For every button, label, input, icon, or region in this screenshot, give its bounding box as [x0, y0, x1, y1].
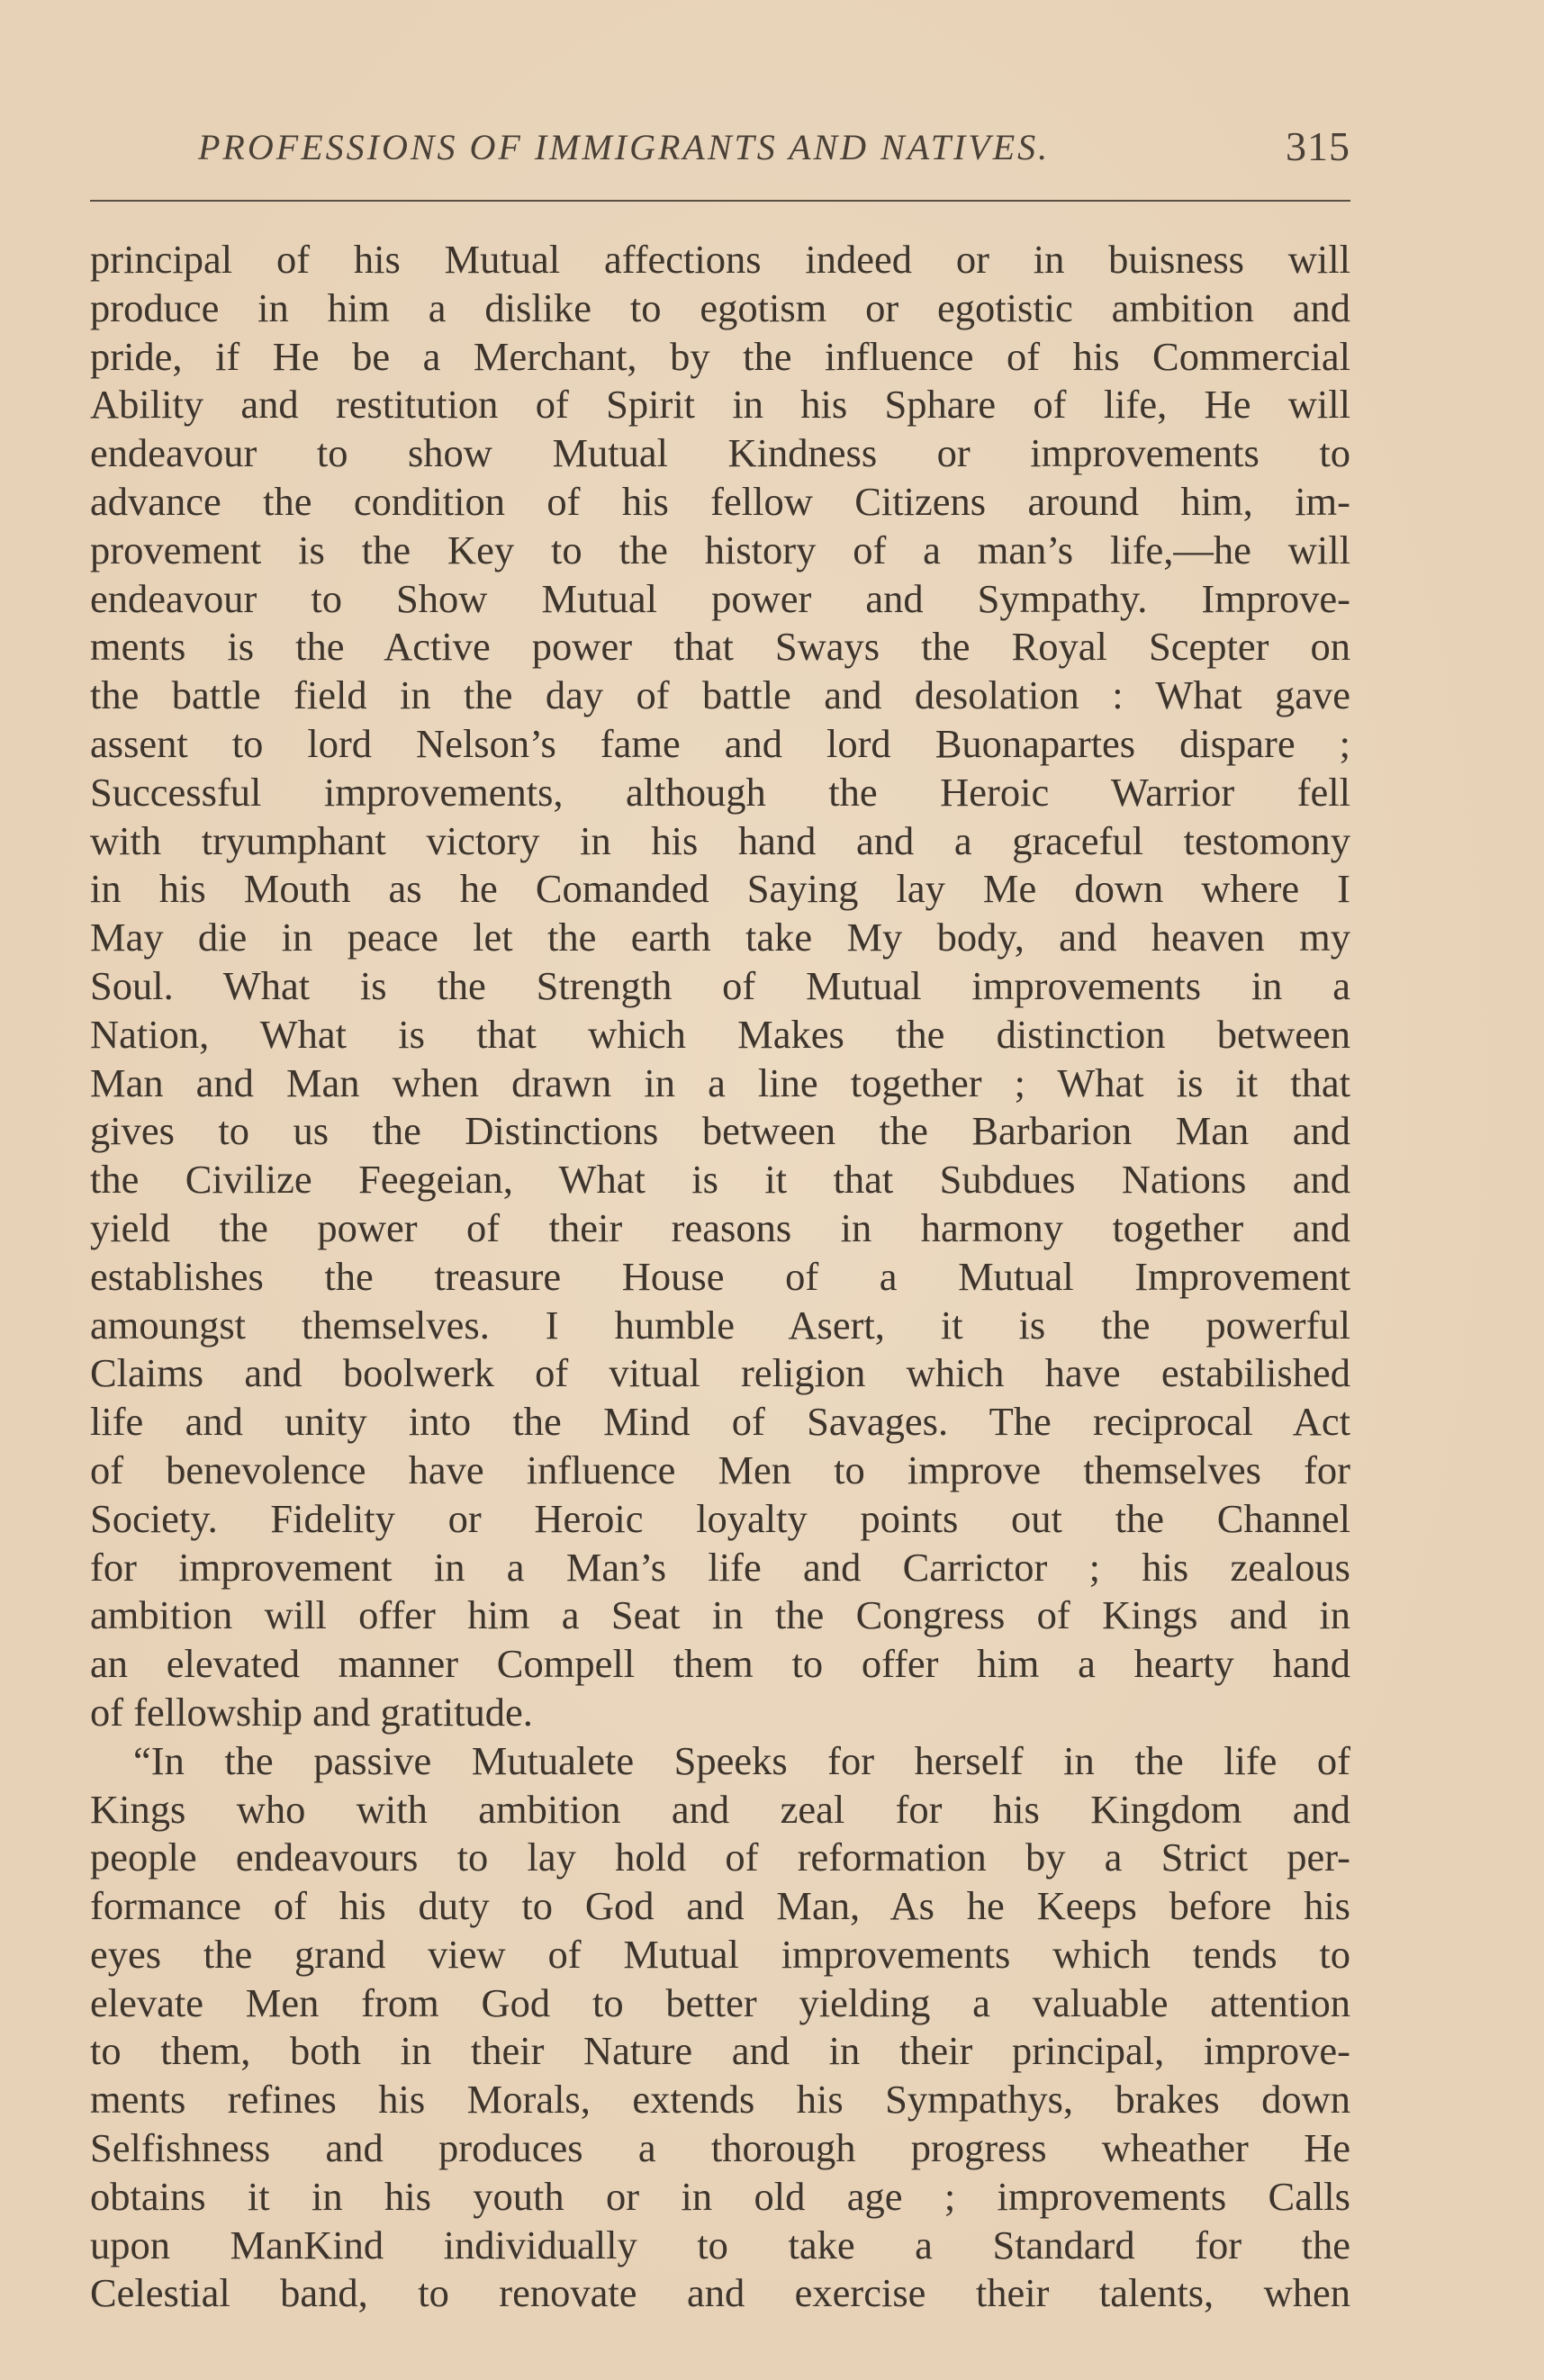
text-line: the Civilize Feegeian, What is it that Subdues Nations and	[90, 1157, 1350, 1203]
body-text	[90, 236, 1350, 2318]
text-line: the battle field in the day of battle and desolation : What gave	[90, 672, 1350, 718]
text-line: to them, both in their Nature and in their principal, improve-	[90, 2028, 1350, 2074]
text-line: Selfishness and produces a thorough progress wheather He	[90, 2125, 1350, 2171]
text-line: formance of his duty to God and Man, As he Keeps before his	[90, 1883, 1350, 1929]
text-line: endeavour to Show Mutual power and Sympathy. Improve-	[90, 575, 1350, 621]
text-line: elevate Men from God to better yielding a valuable attention	[90, 1979, 1350, 2025]
text-line: in his Mouth as he Comanded Saying lay Me down where I	[90, 866, 1350, 912]
text-line: Successful improvements, although the Heroic Warrior fell	[90, 769, 1350, 815]
text-line: endeavour to show Mutual Kindness or improvements to	[90, 430, 1350, 476]
text-line: ambition will offer him a Seat in the Congress of Kings and in	[90, 1592, 1350, 1638]
text-line: eyes the grand view of Mutual improvements which tends to	[90, 1931, 1350, 1977]
text-line: Soul. What is the Strength of Mutual improvements in a	[90, 962, 1350, 1008]
text-line: ments refines his Morals, extends his Sympathys, brakes down	[90, 2077, 1350, 2123]
text-line: produce in him a dislike to egotism or egotistic ambition and	[90, 284, 1350, 330]
text-line: Nation, What is that which Makes the distinction between	[90, 1011, 1350, 1057]
text-line: May die in peace let the earth take My body, and heaven my	[90, 915, 1350, 960]
text-line: pride, if He be a Merchant, by the influence of his Commercial	[90, 333, 1350, 379]
running-title: PROFESSIONS OF IMMIGRANTS AND NATIVES.	[198, 127, 1051, 167]
text-line: with tryumphant victory in his hand and a graceful testomony	[90, 817, 1350, 863]
header-rule	[90, 200, 1350, 202]
page-number: 315	[1286, 123, 1350, 169]
text-line: life and unity into the Mind of Savages. The reciprocal Act	[90, 1399, 1350, 1445]
text-line: for improvement in a Man’s life and Carrictor ; his zealous	[90, 1544, 1350, 1590]
text-line: of benevolence have influence Men to improve themselves for	[90, 1447, 1350, 1492]
text-line: Claims and boolwerk of vitual religion which have estabilished	[90, 1350, 1350, 1396]
text-line: ments is the Active power that Sways the Royal Scepter on	[90, 624, 1350, 670]
text-line: assent to lord Nelson’s fame and lord Buonapartes dispare ;	[90, 720, 1350, 766]
text-line: principal of his Mutual affections indeed or in buisness will	[90, 237, 1350, 282]
page-header	[90, 123, 1350, 189]
text-line: Society. Fidelity or Heroic loyalty points out the Channel	[90, 1495, 1350, 1541]
text-line: advance the condition of his fellow Citizens around him, im-	[90, 478, 1350, 524]
text-line: Man and Man when drawn in a line together ; What is it that	[90, 1059, 1350, 1105]
text-line: provement is the Key to the history of a man’s life,—he will	[90, 527, 1350, 572]
text-line: Ability and restitution of Spirit in his Sphare of life, He will	[90, 382, 1350, 428]
text-line: yield the power of their reasons in harmony together and	[90, 1204, 1350, 1250]
paragraph-end-line: of fellowship and gratitude.	[90, 1689, 533, 1735]
text-line: gives to us the Distinctions between the Barbarion Man and	[90, 1108, 1350, 1154]
text-line: obtains it in his youth or in old age ; improvements Calls	[90, 2173, 1350, 2219]
text-line: amoungst themselves. I humble Asert, it is the powerful	[90, 1302, 1350, 1348]
text-line: an elevated manner Compell them to offer him a hearty hand	[90, 1641, 1350, 1687]
text-line: establishes the treasure House of a Mutual Improvement	[90, 1253, 1350, 1299]
text-line: upon ManKind individually to take a Standard for the	[90, 2222, 1350, 2267]
text-line: Kings who with ambition and zeal for his Kingdom and	[90, 1786, 1350, 1832]
paragraph-start-line: “In the passive Mutualete Speeks for herself in the life of	[133, 1737, 1350, 1783]
text-line: people endeavours to lay hold of reformation by a Strict per-	[90, 1835, 1350, 1880]
text-line: Celestial band, to renovate and exercise their talents, when	[90, 2270, 1350, 2316]
